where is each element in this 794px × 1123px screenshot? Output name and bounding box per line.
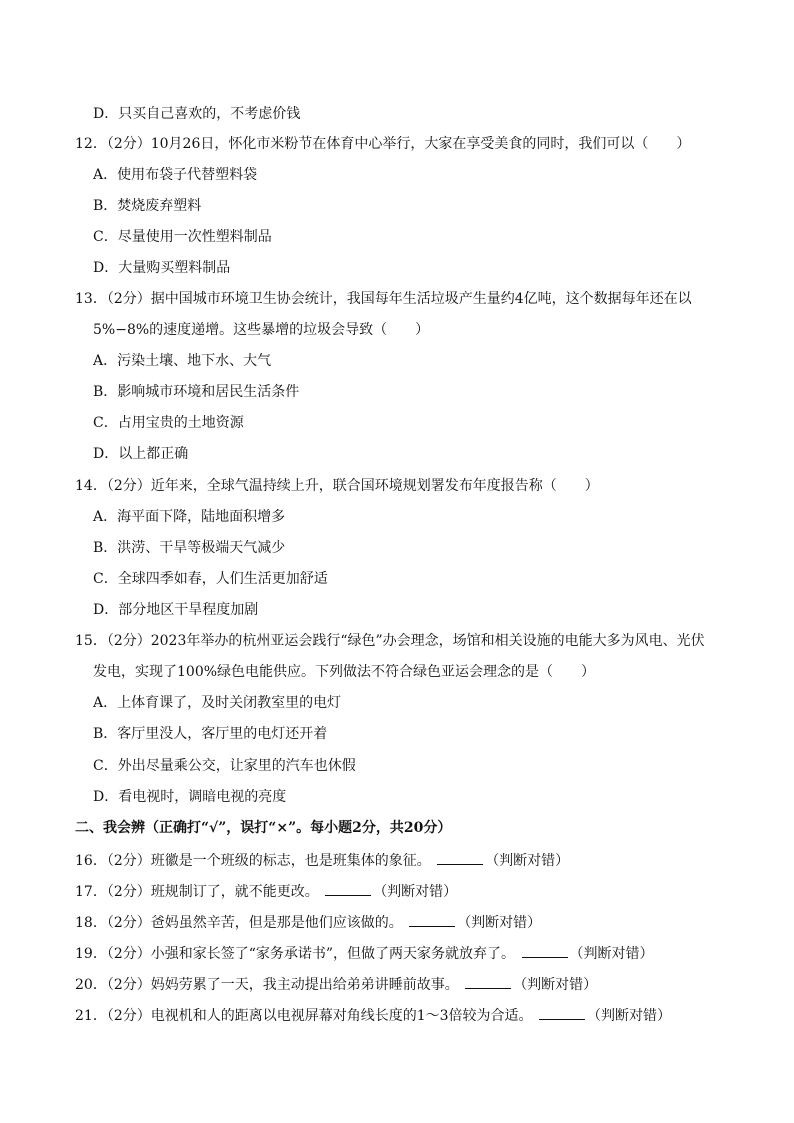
question-text: 15．（2分）2023年举办的杭州亚运会践行“绿色”办会理念，场馆和相关设施的电能大多为风电、光伏 bbox=[75, 633, 705, 649]
judge-question bbox=[75, 974, 597, 994]
judge-hint: （判断对错） bbox=[587, 1008, 671, 1024]
option-text: B．焚烧废弃塑料 bbox=[93, 198, 202, 214]
answer-blank[interactable] bbox=[465, 974, 511, 989]
option-text: B．客厅里没人，客厅里的电灯还开着 bbox=[93, 726, 328, 742]
option-text: A．使用布袋子代替塑料袋 bbox=[93, 167, 258, 183]
judge-question-text: 17．（2分）班规制订了，就不能更改。 bbox=[75, 884, 319, 900]
judge-question-text: 20．（2分）妈妈劳累了一天，我主动提出给弟弟讲睡前故事。 bbox=[75, 977, 459, 993]
option-text: D．看电视时，调暗电视的亮度 bbox=[93, 789, 287, 805]
option-text: B．影响城市环境和居民生活条件 bbox=[93, 384, 300, 400]
judge-question bbox=[75, 850, 569, 870]
option-text: D．只买自己喜欢的，不考虑价钱 bbox=[93, 106, 301, 122]
judge-question bbox=[75, 1005, 671, 1025]
option-text: A．海平面下降，陆地面积增多 bbox=[93, 509, 286, 525]
option-text: C．占用宝贵的土地资源 bbox=[93, 415, 244, 431]
section-title: 二、我会辨（正确打“√”，误打“×”。每小题2分，共20分） bbox=[75, 820, 452, 836]
answer-blank[interactable] bbox=[409, 912, 455, 927]
option-text: B．洪涝、干旱等极端天气减少 bbox=[93, 540, 286, 556]
option-text: C．全球四季如春，人们生活更加舒适 bbox=[93, 571, 328, 587]
judge-question-text: 21．（2分）电视机和人的距离以电视屏幕对角线长度的1～3倍较为合适。 bbox=[75, 1008, 533, 1024]
judge-hint: （判断对错） bbox=[513, 977, 598, 993]
option-text: A．污染土壤、地下水、大气 bbox=[93, 353, 272, 369]
answer-blank[interactable] bbox=[325, 881, 371, 896]
judge-hint: （判断对错） bbox=[373, 884, 458, 900]
option-text: C．外出尽量乘公交，让家里的汽车也休假 bbox=[93, 758, 356, 774]
judge-hint: （判断对错） bbox=[569, 946, 654, 962]
answer-blank[interactable] bbox=[539, 1005, 585, 1020]
judge-question bbox=[75, 943, 654, 963]
option-text: D．以上都正确 bbox=[93, 446, 189, 462]
judge-question-text: 19．（2分）小强和家长签了“家务承诺书”，但做了两天家务就放弃了。 bbox=[75, 946, 516, 962]
answer-blank[interactable] bbox=[522, 943, 568, 958]
judge-question-text: 16．（2分）班徽是一个班级的标志，也是班集体的象征。 bbox=[75, 853, 431, 869]
option-text: D．部分地区干旱程度加剧 bbox=[93, 602, 259, 618]
question-text: 12．（2分）10月26日，怀化市米粉节在体育中心举行，大家在享受美食的同时，我们可以（ ） bbox=[75, 136, 691, 152]
judge-question bbox=[75, 881, 457, 901]
question-text: 14．（2分）近年来，全球气温持续上升，联合国环境规划署发布年度报告称（ ） bbox=[75, 478, 599, 494]
judge-hint: （判断对错） bbox=[457, 915, 542, 931]
question-text: 13．（2分）据中国城市环境卫生协会统计，我国每年生活垃圾产生量约4亿吨，这个数据每年还在以 bbox=[75, 291, 692, 307]
option-text: A．上体育课了，及时关闭教室里的电灯 bbox=[93, 695, 342, 711]
option-text: C．尽量使用一次性塑料制品 bbox=[93, 229, 272, 245]
question-text: 5%−8%的速度递增。这些暴增的垃圾会导致（ ） bbox=[93, 322, 430, 338]
judge-hint: （判断对错） bbox=[485, 853, 570, 869]
question-text: 发电，实现了100%绿色电能供应。下列做法不符合绿色亚运会理念的是（ ） bbox=[93, 664, 596, 680]
option-text: D．大量购买塑料制品 bbox=[93, 260, 231, 276]
judge-question-text: 18．（2分）爸妈虽然辛苦，但是那是他们应该做的。 bbox=[75, 915, 403, 931]
answer-blank[interactable] bbox=[437, 850, 483, 865]
judge-question bbox=[75, 912, 541, 932]
